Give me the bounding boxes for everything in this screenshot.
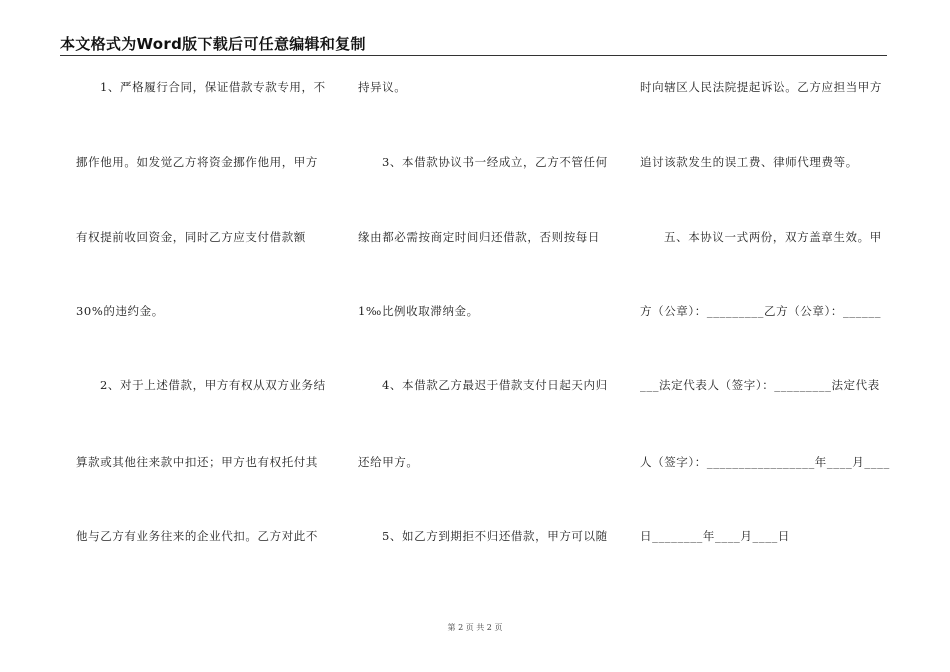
text-line: 4、本借款乙方最迟于借款支付日起天内归 (382, 378, 608, 392)
text-line: ___法定代表人（签字）：_________法定代表 (640, 378, 880, 392)
text-line: 持异议。 (358, 80, 407, 94)
text-line: 方（公章）：_________乙方（公章）：______ (640, 304, 882, 318)
text-line: 缘由都必需按商定时间归还借款，否则按每日 (358, 230, 600, 244)
text-line: 1‰比例收取滞纳金。 (358, 304, 479, 318)
text-line: 2、对于上述借款，甲方有权从双方业务结 (100, 378, 326, 392)
text-line: 五、本协议一式两份，双方盖章生效。甲 (664, 230, 882, 244)
text-line: 追讨该款发生的误工费、律师代理费等。 (640, 155, 858, 169)
text-line: 还给甲方。 (358, 455, 419, 469)
text-line: 挪作他用。如发觉乙方将资金挪作他用，甲方 (76, 155, 318, 169)
text-line: 时向辖区人民法院提起诉讼。乙方应担当甲方 (640, 80, 882, 94)
header-divider (60, 55, 887, 56)
text-line: 人（签字）：_________________年____月____ (640, 455, 890, 469)
text-line: 5、如乙方到期拒不归还借款，甲方可以随 (382, 529, 608, 543)
document-header-title: 本文格式为Word版下载后可任意编辑和复制 (60, 35, 366, 53)
text-line: 日________年____月____日 (640, 529, 790, 543)
text-line: 他与乙方有业务往来的企业代扣。乙方对此不 (76, 529, 318, 543)
page-number-footer: 第 2 页 共 2 页 (447, 623, 503, 632)
text-line: 算款或其他往来款中扣还；甲方也有权托付其 (76, 455, 318, 469)
text-line: 30%的违约金。 (76, 304, 164, 318)
text-line: 3、本借款协议书一经成立，乙方不管任何 (382, 155, 608, 169)
text-line: 1、严格履行合同，保证借款专款专用，不 (100, 80, 326, 94)
text-line: 有权提前收回资金，同时乙方应支付借款额 (76, 230, 306, 244)
